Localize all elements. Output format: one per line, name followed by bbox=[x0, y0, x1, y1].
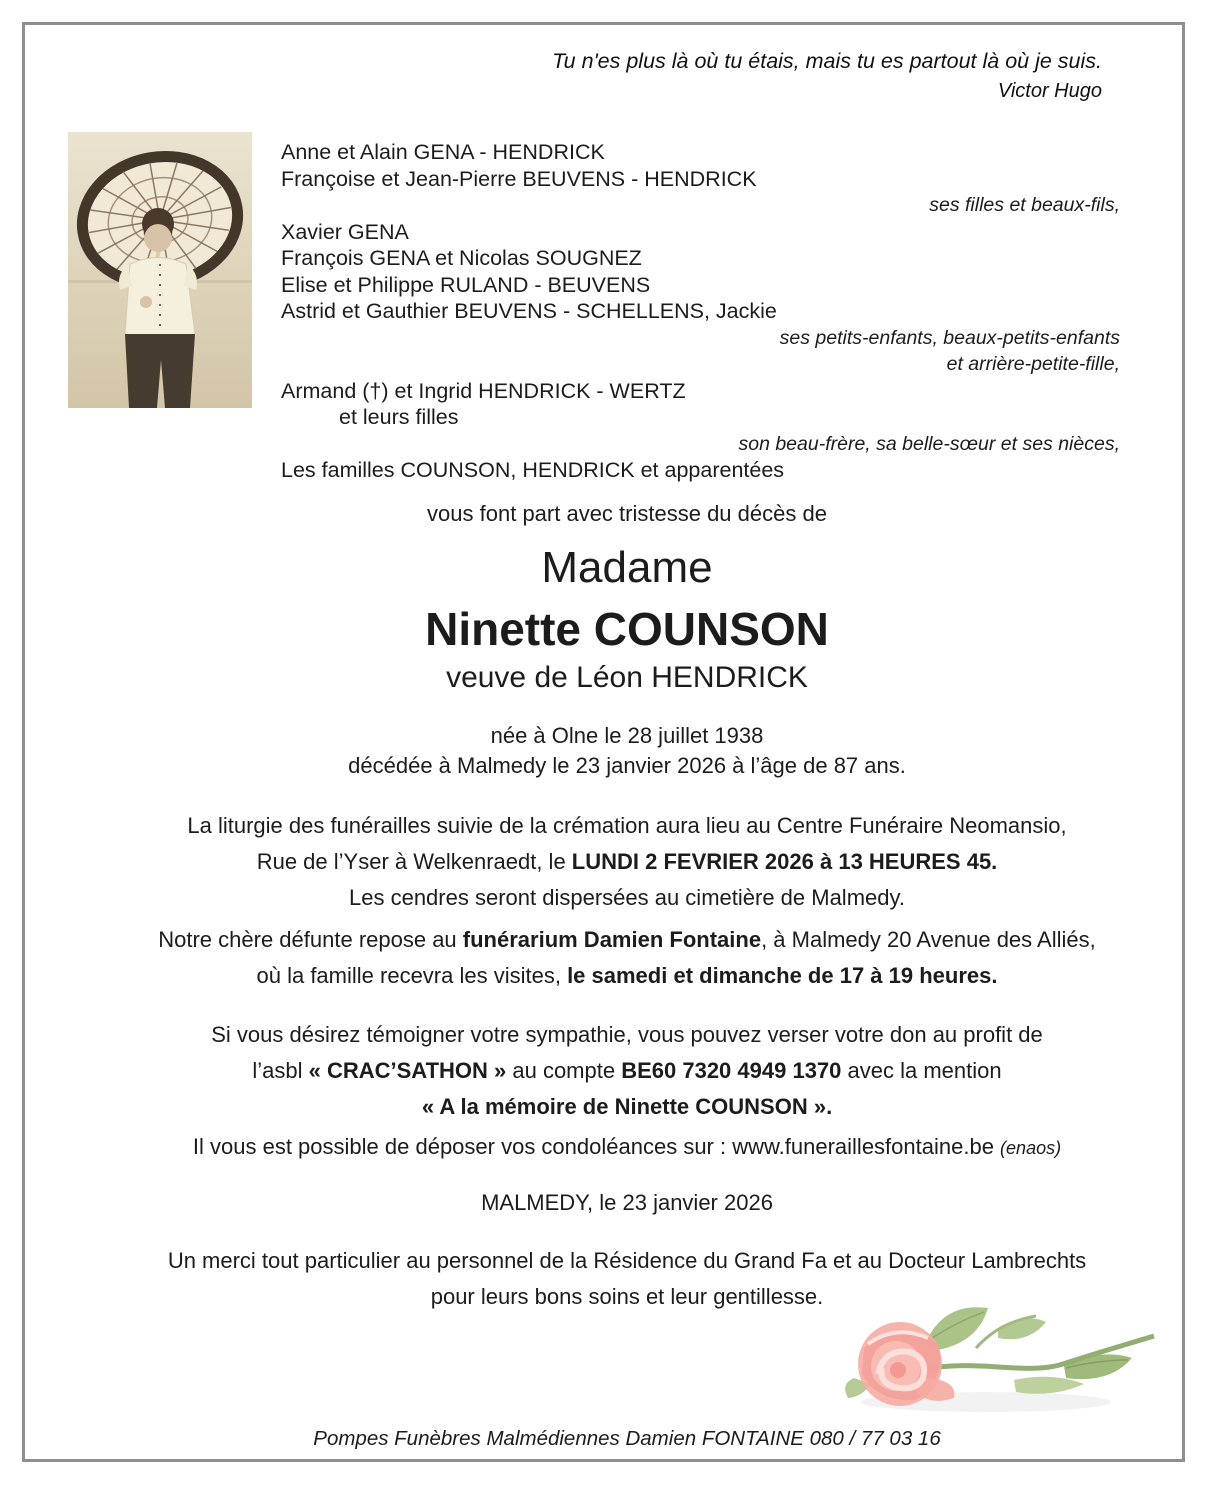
visitation-line2 bbox=[34, 958, 1220, 994]
visitation-paragraph bbox=[34, 922, 1220, 994]
footer-funeral-home: Pompes Funèbres Malmédiennes Damien FONTAINE 080 / 77 03 16 bbox=[313, 1427, 941, 1450]
deceased-name: Ninette COUNSON bbox=[425, 603, 829, 655]
quote-author: Victor Hugo bbox=[997, 80, 1102, 102]
thanks-line1: Un merci tout particulier au personnel de la Résidence du Grand Fa et au Docteur Lambrechts bbox=[167, 1248, 1087, 1273]
relation-note: ses petits-enfants, beaux-petits-enfants bbox=[779, 326, 1120, 349]
donation-line2-mid: au compte bbox=[506, 1058, 622, 1083]
rose-image bbox=[826, 1286, 1168, 1432]
birth-line: née à Olne le 28 juillet 1938 bbox=[490, 723, 764, 748]
donation-mention: « A la mémoire de Ninette COUNSON ». bbox=[421, 1094, 833, 1119]
family-member: François GENA et Nicolas SOUGNEZ bbox=[281, 246, 642, 270]
visitation-line1-pre: Notre chère défunte repose au bbox=[158, 927, 463, 952]
visitation-line1-post: , à Malmedy 20 Avenue des Alliés, bbox=[761, 927, 1096, 952]
ceremony-line3: Les cendres seront dispersées au cimetière de Malmedy. bbox=[349, 885, 905, 910]
condolences-text: Il vous est possible de déposer vos condoléances sur : www.funeraillesfontaine.be bbox=[192, 1134, 1001, 1159]
family-member: et leurs filles bbox=[339, 405, 459, 429]
family-member: Françoise et Jean-Pierre BEUVENS - HENDRICK bbox=[281, 166, 757, 191]
ceremony-datetime: LUNDI 2 FEVRIER 2026 à 13 HEURES 45. bbox=[571, 849, 998, 874]
relation-note: ses filles et beaux-fils, bbox=[929, 194, 1120, 216]
family-member: Astrid et Gauthier BEUVENS - SCHELLENS, Jackie bbox=[281, 299, 777, 323]
family-member: Anne et Alain GENA - HENDRICK bbox=[281, 140, 605, 164]
donation-line2 bbox=[34, 1053, 1220, 1089]
family-member: Xavier GENA bbox=[281, 219, 409, 244]
donation-line2-post: avec la mention bbox=[841, 1058, 1002, 1083]
bank-account: BE60 7320 4949 1370 bbox=[621, 1058, 842, 1083]
condolences-line bbox=[34, 1134, 1220, 1160]
announcement-intro: vous font part avec tristesse du décès de bbox=[427, 501, 827, 526]
donation-line2-pre: l’asbl bbox=[252, 1058, 309, 1083]
ceremony-line2-pre: Rue de l’Yser à Welkenraedt, le bbox=[256, 849, 572, 874]
deceased-title: Madame bbox=[541, 543, 713, 592]
quote-block bbox=[552, 46, 1102, 106]
funeral-home-name: funérarium Damien Fontaine bbox=[462, 927, 762, 952]
donation-paragraph bbox=[34, 1017, 1220, 1125]
thanks-line2: pour leurs bons soins et leur gentillesse. bbox=[430, 1284, 824, 1309]
donation-line1: Si vous désirez témoigner votre sympathie, vous pouvez verser votre don au profit de bbox=[211, 1022, 1043, 1047]
portrait-photo bbox=[68, 132, 252, 408]
visitation-hours: le samedi et dimanche de 17 à 19 heures. bbox=[567, 963, 998, 988]
charity-name: « CRAC’SATHON » bbox=[308, 1058, 507, 1083]
ceremony-line1: La liturgie des funérailles suivie de la crémation aura lieu au Centre Funéraire Neomansio, bbox=[187, 813, 1067, 838]
relation-note: et arrière-petite-fille, bbox=[946, 353, 1120, 375]
relation-note: son beau-frère, sa belle-sœur et ses nièces, bbox=[738, 432, 1120, 455]
deceased-subtitle: veuve de Léon HENDRICK bbox=[446, 661, 808, 694]
condolences-note: (enaos) bbox=[1000, 1138, 1062, 1158]
families-line: Les familles COUNSON, HENDRICK et apparentées bbox=[281, 458, 785, 482]
family-member: Armand (†) et Ingrid HENDRICK - WERTZ bbox=[281, 378, 686, 403]
ceremony-line2 bbox=[34, 844, 1220, 880]
family-member: Elise et Philippe RULAND - BEUVENS bbox=[281, 272, 651, 297]
ceremony-paragraph bbox=[34, 808, 1220, 916]
dateline: MALMEDY, le 23 janvier 2026 bbox=[481, 1190, 773, 1215]
visitation-line1 bbox=[34, 922, 1220, 958]
death-line: décédée à Malmedy le 23 janvier 2026 à l’âge de 87 ans. bbox=[348, 753, 906, 778]
family-names-block bbox=[281, 139, 1120, 484]
quote-text: Tu n'es plus là où tu étais, mais tu es partout là où je suis. bbox=[552, 49, 1102, 73]
visitation-line2-pre: où la famille recevra les visites, bbox=[256, 963, 568, 988]
